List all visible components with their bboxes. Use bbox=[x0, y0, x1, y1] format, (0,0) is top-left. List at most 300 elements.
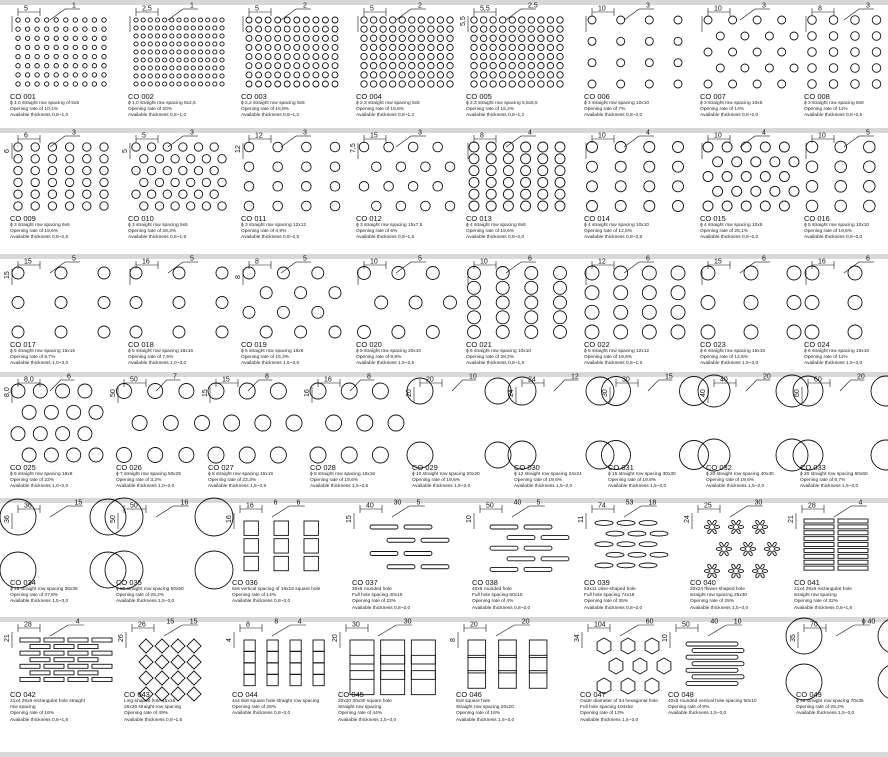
pattern-code: CO 021 bbox=[466, 340, 492, 349]
perforation-hole bbox=[25, 54, 29, 58]
perforation-hole bbox=[528, 35, 534, 41]
dimension-label: 35 bbox=[790, 634, 797, 642]
perforation-hole bbox=[132, 190, 140, 198]
perforation-hole bbox=[645, 59, 653, 67]
perforation-hole bbox=[538, 166, 548, 176]
flower-hole bbox=[712, 564, 717, 570]
pattern-code: CO 032 bbox=[706, 463, 732, 472]
perforation-hole bbox=[729, 16, 737, 24]
perforation-hole bbox=[471, 17, 477, 23]
perforation-hole bbox=[140, 202, 148, 210]
hexagonal-hole bbox=[621, 638, 635, 654]
perforation-hole bbox=[509, 26, 515, 32]
rectangular-hole bbox=[92, 638, 112, 642]
pattern-drawing bbox=[684, 499, 794, 574]
dimension-label: 20 bbox=[470, 621, 478, 629]
pattern-spec-line: Available thickness 0,8~2,0 bbox=[232, 599, 291, 605]
perforation-hole bbox=[703, 201, 713, 211]
leader-line bbox=[350, 380, 361, 391]
perforation-hole bbox=[729, 48, 737, 56]
perforation-hole bbox=[213, 58, 217, 62]
pattern-spec-line: ɸ 4 straight row spacing 10x5 bbox=[700, 223, 763, 228]
perforation-hole bbox=[751, 157, 761, 167]
pattern-code: CO 008 bbox=[804, 92, 830, 101]
dimension-label: 20 bbox=[521, 618, 530, 626]
perforation-hole bbox=[538, 81, 544, 87]
perforation-hole bbox=[194, 190, 202, 198]
perforation-hole bbox=[528, 17, 534, 23]
perforation-hole bbox=[642, 305, 656, 319]
perforation-hole bbox=[357, 415, 373, 431]
perforation-hole bbox=[256, 81, 262, 87]
perforation-hole bbox=[437, 26, 443, 32]
perforation-hole bbox=[256, 63, 262, 69]
perforation-hole bbox=[213, 42, 217, 46]
perforation-hole bbox=[503, 154, 513, 164]
perforation-hole bbox=[673, 161, 684, 172]
dimension-label: ɸ 40 bbox=[861, 618, 876, 626]
perforation-hole bbox=[557, 17, 563, 23]
flower-hole bbox=[764, 548, 769, 551]
square-hole bbox=[411, 655, 435, 679]
dimension-label: 6 bbox=[646, 255, 650, 263]
perforation-hole bbox=[835, 161, 847, 173]
pattern-drawing bbox=[700, 129, 800, 210]
leader-line bbox=[392, 506, 409, 517]
perforation-hole bbox=[380, 81, 386, 87]
perforation-hole bbox=[25, 73, 29, 77]
pattern-spec-line: Opening rate of 16% bbox=[456, 711, 501, 717]
rectangular-hole bbox=[20, 664, 40, 668]
perforation-hole bbox=[538, 154, 548, 164]
pattern-spec-line: ɸ 40 straight row spacing 70x35 bbox=[796, 699, 864, 704]
pattern-spec-line: Opening rate of 16% bbox=[10, 711, 55, 717]
pattern-drawing bbox=[350, 129, 456, 210]
perforation-hole bbox=[864, 200, 876, 212]
perforation-hole bbox=[14, 143, 22, 151]
perforation-hole bbox=[48, 190, 56, 198]
olive-hole bbox=[617, 542, 635, 547]
pattern-spec-line: ɸ 25 straight row spacing 36x36 bbox=[10, 587, 78, 592]
perforation-hole bbox=[303, 81, 309, 87]
perforation-hole bbox=[500, 53, 506, 59]
perforation-hole bbox=[851, 64, 860, 73]
perforation-hole bbox=[390, 53, 396, 59]
pattern-drawing bbox=[4, 499, 114, 574]
perforation-hole bbox=[313, 44, 319, 50]
perforation-hole bbox=[409, 63, 415, 69]
perforation-hole bbox=[713, 186, 723, 196]
perforation-hole bbox=[471, 35, 477, 41]
pattern-spec-line: ɸ 5 straight row spacing 16x8 bbox=[241, 349, 304, 354]
perforation-hole bbox=[396, 162, 406, 172]
pattern-code: CO 026 bbox=[116, 463, 142, 472]
perforation-hole bbox=[140, 178, 148, 186]
perforation-hole bbox=[835, 141, 847, 153]
perforation-hole bbox=[329, 326, 341, 338]
pattern-spec-line: Available thickness 0,8~1,2 bbox=[356, 113, 415, 119]
flower-hole bbox=[767, 542, 772, 548]
perforation-hole bbox=[64, 82, 68, 86]
perforation-hole bbox=[617, 59, 625, 67]
pattern-spec-line: ɸ 1,0 straight row spacing of 5x5 bbox=[10, 101, 80, 106]
perforation-hole bbox=[496, 296, 509, 309]
perforation-hole bbox=[547, 63, 553, 69]
pattern-spec-line: Opening rate of 19,6% bbox=[10, 229, 59, 235]
perforation-hole bbox=[361, 53, 367, 59]
perforation-hole bbox=[11, 427, 25, 441]
perforation-hole bbox=[170, 34, 174, 38]
pattern-drawing bbox=[662, 618, 774, 686]
dimension-label: 6 bbox=[762, 255, 766, 263]
perforation-hole bbox=[155, 74, 159, 78]
perforation-hole bbox=[14, 202, 22, 210]
perforation-hole bbox=[35, 45, 39, 49]
rectangular-hole bbox=[92, 677, 112, 681]
perforation-hole bbox=[265, 35, 271, 41]
rectangular-hole bbox=[804, 554, 834, 558]
perforation-hole bbox=[246, 54, 252, 60]
pattern-spec-line: Available thickness 1,5~3,0 bbox=[796, 711, 855, 717]
perforation-hole bbox=[64, 36, 68, 40]
perforation-hole bbox=[256, 54, 262, 60]
perforation-hole bbox=[218, 178, 226, 186]
perforation-hole bbox=[787, 325, 801, 339]
perforation-hole bbox=[177, 26, 181, 30]
pattern-spec-line: Available thickness 0,8~1,5 bbox=[10, 717, 69, 723]
dimension-label: 20 bbox=[763, 373, 771, 381]
pattern-spec-line: Opening rate of 4,9% bbox=[241, 229, 287, 235]
perforation-hole bbox=[330, 142, 340, 152]
perforation-hole bbox=[361, 44, 367, 50]
dimension-label: 12 bbox=[598, 258, 606, 266]
perforation-hole bbox=[313, 72, 319, 78]
rounded-slot-hole bbox=[370, 552, 398, 556]
perforation-hole bbox=[92, 73, 96, 77]
dimension-label: 6 bbox=[273, 499, 278, 507]
pattern-spec-line: Opening rate of 8,7% bbox=[800, 478, 846, 484]
perforation-hole bbox=[16, 73, 20, 77]
pattern-spec-line: Opening rate of 19,6% bbox=[706, 478, 755, 484]
dimension-label: 5 bbox=[72, 255, 76, 263]
perforation-hole bbox=[500, 63, 506, 69]
perforation-hole bbox=[359, 142, 369, 152]
perforation-hole bbox=[538, 35, 544, 41]
dimension-label: 16 bbox=[818, 258, 826, 266]
perforation-hole bbox=[155, 82, 159, 86]
dimension-label: 15 bbox=[189, 618, 198, 626]
square-hole bbox=[411, 640, 435, 664]
perforation-hole bbox=[155, 66, 159, 70]
pattern-spec-line: 26x26 straight row spacing bbox=[124, 705, 182, 711]
dimension-label: 6 bbox=[24, 132, 28, 140]
perforation-hole bbox=[155, 18, 159, 22]
dimension-label: 4 bbox=[762, 129, 766, 137]
flower-hole bbox=[728, 570, 733, 573]
perforation-hole bbox=[587, 161, 598, 172]
pattern-spec-line: Opening rate of 37,8% bbox=[10, 593, 59, 599]
perforation-hole bbox=[275, 35, 281, 41]
perforation-hole bbox=[239, 383, 255, 399]
perforation-hole bbox=[54, 54, 58, 58]
perforation-hole bbox=[390, 44, 396, 50]
perforation-hole bbox=[141, 58, 145, 62]
perforation-hole bbox=[25, 64, 29, 68]
perforation-hole bbox=[359, 182, 369, 192]
leader-line bbox=[512, 506, 529, 517]
perforation-hole bbox=[390, 63, 396, 69]
pattern-code: CO 031 bbox=[608, 463, 634, 472]
dimension-label: 16 bbox=[304, 389, 311, 397]
pattern-spec-line: 21x4 28x8 rectangular hole straight bbox=[10, 699, 85, 704]
perforation-hole bbox=[674, 16, 682, 24]
perforation-hole bbox=[31, 178, 39, 186]
perforation-hole bbox=[322, 81, 328, 87]
perforation-hole bbox=[789, 157, 799, 167]
perforation-hole bbox=[469, 201, 479, 211]
rounded-slot-hole bbox=[686, 681, 738, 685]
pattern-drawing bbox=[4, 129, 110, 210]
pattern-code: CO 013 bbox=[466, 214, 492, 223]
perforation-hole bbox=[729, 80, 737, 88]
pattern-spec-line: Opening rate of 44% bbox=[338, 711, 383, 717]
diamond-hole bbox=[155, 671, 169, 685]
perforation-hole bbox=[322, 72, 328, 78]
flower-hole bbox=[738, 526, 743, 529]
perforation-hole bbox=[134, 66, 138, 70]
perforation-hole bbox=[701, 296, 715, 310]
rectangular-hole bbox=[20, 677, 40, 681]
perforation-hole bbox=[218, 155, 226, 163]
perforation-hole bbox=[872, 16, 881, 25]
perforation-hole bbox=[322, 35, 328, 41]
perforation-hole bbox=[294, 26, 300, 32]
dimension-label: 50 bbox=[682, 621, 690, 629]
perforation-hole bbox=[16, 27, 20, 31]
pattern-drawing bbox=[110, 499, 220, 574]
pattern-code: CO 005 bbox=[466, 92, 492, 101]
leader-line bbox=[624, 506, 641, 517]
dimension-label: 70 bbox=[810, 621, 818, 629]
perforation-hole bbox=[198, 66, 202, 70]
perforation-hole bbox=[100, 143, 108, 151]
perforation-hole bbox=[829, 32, 838, 41]
perforation-hole bbox=[155, 34, 159, 38]
dimension-label: 15 bbox=[222, 376, 230, 384]
perforation-hole bbox=[303, 26, 309, 32]
perforation-hole bbox=[148, 34, 152, 38]
perforation-hole bbox=[194, 143, 202, 151]
perforation-hole bbox=[25, 36, 29, 40]
perforation-hole bbox=[213, 66, 217, 70]
perforation-hole bbox=[713, 157, 723, 167]
perforation-hole bbox=[480, 81, 486, 87]
rectangular-hole bbox=[30, 645, 50, 649]
dimension-label: 2,5 bbox=[528, 2, 538, 10]
pattern-spec-line: Available thickness 0,8~2,5 bbox=[804, 113, 863, 119]
perforation-hole bbox=[361, 72, 367, 78]
pattern-spec-line: Opening rate of 28,2% bbox=[466, 355, 515, 361]
pattern-spec-line: Available thickness 0,8~2,0 bbox=[472, 605, 531, 611]
perforation-hole bbox=[213, 74, 217, 78]
perforation-hole bbox=[645, 37, 653, 45]
perforation-hole bbox=[102, 64, 106, 68]
perforation-hole bbox=[674, 80, 682, 88]
dimension-label: 25 bbox=[704, 502, 712, 510]
perforation-hole bbox=[98, 326, 110, 338]
perforation-hole bbox=[54, 64, 58, 68]
perforation-hole bbox=[148, 42, 152, 46]
pattern-spec-line: ɸ 5 straight row spacing 16x16 bbox=[128, 349, 194, 354]
perforation-hole bbox=[330, 182, 340, 192]
perforation-hole bbox=[73, 54, 77, 58]
perforation-hole bbox=[521, 189, 531, 199]
square-hole bbox=[244, 640, 255, 651]
perforation-hole bbox=[265, 54, 271, 60]
perforation-hole bbox=[48, 202, 56, 210]
perforation-hole bbox=[555, 142, 565, 152]
perforation-hole bbox=[644, 201, 655, 212]
dimension-label: 28 bbox=[808, 502, 816, 510]
rectangular-hole bbox=[20, 651, 40, 655]
perforation-hole bbox=[380, 17, 386, 23]
perforation-hole bbox=[220, 34, 224, 38]
perforation-hole bbox=[303, 54, 309, 60]
pattern-spec-line: Opening rate of 11% bbox=[804, 107, 848, 113]
perforation-hole bbox=[256, 17, 262, 23]
perforation-hole bbox=[12, 297, 24, 309]
perforation-hole bbox=[177, 34, 181, 38]
perforation-hole bbox=[538, 17, 544, 23]
dimension-label: 7,5 bbox=[350, 143, 357, 153]
perforation-hole bbox=[673, 201, 684, 212]
perforation-hole bbox=[163, 26, 167, 30]
pattern-code: CO 017 bbox=[10, 340, 36, 349]
perforation-hole bbox=[64, 18, 68, 22]
perforation-hole bbox=[490, 35, 496, 41]
perforation-hole bbox=[194, 166, 202, 174]
perforation-hole bbox=[163, 190, 171, 198]
perforation-hole bbox=[55, 267, 67, 279]
leader-line bbox=[452, 380, 463, 391]
perforation-hole bbox=[35, 36, 39, 40]
rectangular-hole bbox=[68, 677, 88, 681]
pattern-spec-line: ɸ 2,2 straight row spacing 5x5 bbox=[241, 101, 305, 106]
perforation-hole bbox=[528, 44, 534, 50]
perforation-hole bbox=[220, 74, 224, 78]
leader-line bbox=[740, 136, 755, 147]
perforation-hole bbox=[437, 63, 443, 69]
pattern-drawing bbox=[241, 2, 341, 88]
pattern-spec-line: Available thickness 0,8~3,0 bbox=[804, 235, 863, 241]
perforation-hole bbox=[98, 297, 110, 309]
perforation-hole bbox=[547, 17, 553, 23]
leader-line bbox=[248, 380, 259, 391]
perforation-hole bbox=[617, 37, 625, 45]
perforation-hole bbox=[555, 166, 565, 176]
pattern-spec-line: ɸ 3 straight row spacing 10x5 bbox=[700, 101, 763, 106]
rectangular-hole bbox=[838, 537, 868, 541]
dimension-label: 50 bbox=[110, 515, 117, 523]
perforation-hole bbox=[468, 326, 481, 339]
perforation-hole bbox=[614, 286, 628, 300]
flower-hole bbox=[726, 548, 731, 551]
perforation-hole bbox=[615, 201, 626, 212]
dimension-label: 30 bbox=[352, 621, 360, 629]
perforation-hole bbox=[555, 201, 565, 211]
perforation-hole bbox=[102, 36, 106, 40]
perforation-hole bbox=[220, 26, 224, 30]
perforation-hole bbox=[500, 44, 506, 50]
pattern-code: CO 004 bbox=[356, 92, 382, 101]
perforation-hole bbox=[256, 44, 262, 50]
diamond-hole bbox=[187, 639, 201, 653]
rounded-slot-hole bbox=[404, 525, 432, 529]
pattern-spec-line: Opening rate of 25,1% bbox=[700, 229, 749, 235]
perforation-hole bbox=[206, 58, 210, 62]
pattern-spec-line: ɸ 3 straight row spacing 5x5 bbox=[128, 223, 188, 228]
pattern-spec-line: Available thickness 1,0~2,0 bbox=[10, 484, 69, 490]
pattern-drawing bbox=[460, 2, 566, 88]
dimension-label: 50 bbox=[130, 376, 138, 384]
perforation-hole bbox=[312, 306, 324, 318]
perforation-hole bbox=[147, 166, 155, 174]
pattern-spec-line: 4x4 8x8 square hole straight row spacing bbox=[232, 699, 320, 704]
olive-hole bbox=[650, 552, 668, 557]
diamond-hole bbox=[139, 639, 153, 653]
perforation-hole bbox=[642, 266, 656, 280]
perforation-hole bbox=[184, 82, 188, 86]
perforation-hole bbox=[191, 26, 195, 30]
perforation-hole bbox=[179, 448, 194, 463]
perforation-hole bbox=[496, 281, 509, 294]
square-hole bbox=[244, 521, 258, 535]
pattern-code: CO 045 bbox=[338, 690, 364, 699]
perforation-hole bbox=[163, 58, 167, 62]
perforation-hole bbox=[871, 376, 888, 406]
perforation-hole bbox=[78, 427, 92, 441]
flower-hole bbox=[714, 526, 719, 529]
perforation-hole bbox=[500, 26, 506, 32]
dimension-label: 50 bbox=[130, 502, 138, 510]
perforation-hole bbox=[92, 82, 96, 86]
pattern-drawing bbox=[118, 618, 230, 686]
perforation-hole bbox=[65, 155, 73, 163]
flower-hole bbox=[731, 520, 736, 526]
perforation-hole bbox=[155, 178, 163, 186]
perforation-hole bbox=[753, 80, 761, 88]
perforation-hole bbox=[202, 155, 210, 163]
perforation-hole bbox=[418, 35, 424, 41]
pattern-spec-line: Opening rate of 19,6% bbox=[608, 478, 657, 484]
pattern-spec-line: 40x5 rounded vertical hole spacing 50x10 bbox=[668, 699, 757, 704]
perforation-hole bbox=[519, 17, 525, 23]
dimension-label: 1 bbox=[190, 2, 194, 10]
perforation-hole bbox=[14, 166, 22, 174]
olive-hole bbox=[606, 531, 624, 536]
perforation-hole bbox=[509, 44, 515, 50]
perforation-hole bbox=[187, 155, 195, 163]
perforation-hole bbox=[65, 143, 73, 151]
perforation-hole bbox=[83, 36, 87, 40]
perforation-hole bbox=[674, 59, 682, 67]
dimension-label: 6 bbox=[296, 499, 301, 507]
pattern-spec-line: 20x24 flower-shaped hole bbox=[690, 587, 745, 592]
perforation-hole bbox=[538, 72, 544, 78]
perforation-hole bbox=[332, 26, 338, 32]
perforation-hole bbox=[519, 72, 525, 78]
dimension-label: 15 bbox=[4, 271, 11, 279]
